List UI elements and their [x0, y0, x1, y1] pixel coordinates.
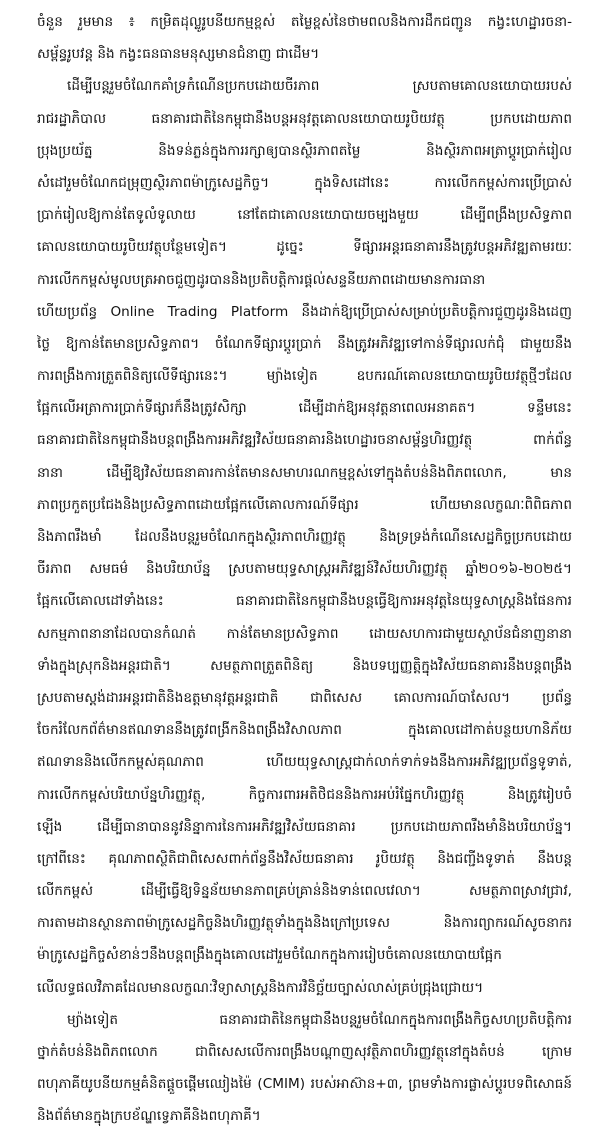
- text-line: ភាពប្រកួតប្រជែងនិងប្រសិទ្ធភាពដោយផ្អែកលើគោលការណ៍ទីផ្សារ ហើយមានលក្ខណៈពិពិធភាព: [37, 496, 572, 513]
- text-line: សំដៅរួមចំណែកជម្រុញស្ថិរភាពម៉ាក្រូសេដ្ឋកិច្ច។ ក្នុងទិសដៅនេះ ការលើកកម្ពស់ការប្រើប្រាស់: [37, 174, 572, 191]
- text-line: ចីរភាព សមធម៌ និងបរិយាប័ន្ន ស្របតាមយុទ្ធសាស្ត្រអភិវឌ្ឍន៍វិស័យហិរញ្ញវត្ថុ ឆ្នាំ២០១៦-២០២៥។: [37, 561, 572, 578]
- text-line: ហើយប្រព័ន្ធ Online Trading Platform នឹងដាក់ឱ្យប្រើប្រាស់សម្រាប់ប្រតិបត្តិការជួញដូរនិងដេញ: [37, 303, 572, 320]
- text-line: សម្ព័ន្ធរូបវន្ត និង កង្វះធនធានមនុស្សមានជំនាញ ជាដើម។: [37, 46, 320, 63]
- text-line: ស្របតាមស្តង់ដារអន្តរជាតិនិងឧត្តមានុវត្តអន្តរជាតិ ជាពិសេស គោលការណ៍បាសែល។ ប្រព័ន្ធ: [37, 689, 572, 706]
- text-line: ធនាគារជាតិនៃកម្ពុជានឹងបន្តពង្រឹងការអភិវឌ្ឍវិស័យធនាគារនិងហេដ្ឋារចនាសម្ព័ន្ធហិរញ្ញវត្ថុ ពាក់ព័ន្ធ: [37, 432, 572, 449]
- text-line: ម្យ៉ាងទៀត ធនាគារជាតិនៃកម្ពុជានឹងបន្តរួមចំណែកក្នុងការពង្រឹងកិច្ចសហប្រតិបត្តិការ: [67, 1011, 572, 1028]
- text-line: ការលើកកម្ពស់បរិយាប័ន្នហិរញ្ញវត្ថុ, កិច្ចការពារអតិថិជននិងការអប់រំផ្នែកហិរញ្ញវត្ថុ និងត្រូវរៀបចំ: [37, 786, 572, 803]
- text-line: និងភាពរឹងមាំ ដែលនឹងបន្តរួមចំណែកក្នុងស្ថិរភាពហិរញ្ញវត្ថុ និងទ្រទ្រង់កំណើនសេដ្ឋកិច្ចប្រកបដោយ: [37, 529, 572, 545]
- text-line: ពហុភាគីយូបនីយកម្មគំនិតផ្តួចផ្តើមឈៀងម៉ៃ (CMIM) របស់អាស៊ាន+៣, ព្រមទាំងការផ្លាស់ប្តូរបទពិសោធន៍: [37, 1076, 572, 1093]
- text-line: ដើម្បីបន្តរួមចំណែកគាំទ្រកំណើនប្រកបដោយចីរភាព ស្របតាមគោលនយោបាយរបស់: [67, 78, 572, 95]
- text-line: ប្រុងប្រយ័ត្ន និងទន់ភ្លន់ក្នុងការរក្សាឲ្យបានស្ថិរភាពតម្លៃ និងស្ថិរភាពអត្រាប្តូរប្រាក់រៀល: [37, 142, 572, 159]
- text-line: ឡើង ដើម្បីធានាបាននូវនិន្នាការនៃការអភិវឌ្ឍវិស័យធនាគារ ប្រកបដោយភាពរឹងមាំនិងបរិយាប័ន្ន។: [37, 818, 572, 835]
- text-line: រាជរដ្ឋាភិបាល ធនាគារជាតិនៃកម្ពុជានឹងបន្តអនុវត្តគោលនយោបាយរូបិយវត្ថុ ប្រកបដោយភាព: [37, 110, 572, 127]
- text-line: សកម្មភាពនានាដែលបានកំណត់ កាន់តែមានប្រសិទ្ធភាព ដោយសហការជាមួយស្ថាប័នជំនាញនានា: [37, 625, 572, 642]
- document-page: [37, 6, 572, 1133]
- text-line: ឥណទាននិងលើកកម្ពស់គុណភាព ហើយយុទ្ធសាស្ត្រជាក់លាក់ទាក់ទងនឹងការអភិវឌ្ឍប្រព័ន្ធទូទាត់,: [37, 754, 572, 771]
- text-line: ទាំងក្នុងស្រុកនិងអន្តរជាតិ។ សមត្ថភាពត្រួតពិនិត្យ និងបទប្បញ្ញត្តិក្នុងវិស័យធនាគារនឹងបន្តពង្រឹង: [37, 657, 572, 674]
- text-line: នានា ដើម្បីឱ្យវិស័យធនាគារកាន់តែមានសមាហរណកម្មខ្ពស់ទៅក្នុងតំបន់និងពិភពលោក, មាន: [37, 464, 572, 481]
- text-line: ការពង្រឹងការត្រួតពិនិត្យលើទីផ្សារនេះ។ ម្យ៉ាងទៀត ឧបករណ៍គោលនយោបាយរូបិយវត្ថុថ្មីៗដែល: [37, 368, 572, 385]
- text-line: ផ្អែកលើអត្រាការប្រាក់ទីផ្សារក៏នឹងត្រូវសិក្សា ដើម្បីដាក់ឱ្យអនុវត្តនាពេលអនាគត។ ទន្ទឹមនេះ: [37, 400, 572, 417]
- text-line: ប្រាក់រៀលឱ្យកាន់តែទូលំទូលាយ នៅតែជាគោលនយោបាយចម្បងមួយ ដើម្បីពង្រឹងប្រសិទ្ធភាព: [37, 207, 572, 224]
- text-line: ចែករំលែកព័ត៌មានឥណទាននឹងត្រូវពង្រីកនិងពង្រឹងវិសាលភាព ក្នុងគោលដៅកាត់បន្ថយហានិភ័យ: [37, 722, 572, 739]
- text-line: ការលើកកម្ពស់មូលបត្រអាចជួញដូរបាននិងប្រតិបត្តិការផ្តល់សន្ទនីយភាពដោយមានការធានា: [37, 271, 486, 288]
- text-line: លើកកម្ពស់ ដើម្បីធ្វើឱ្យទិន្នន័យមានភាពគ្រប់គ្រាន់និងទាន់ពេលវេលា។ សមត្ថភាពស្រាវជ្រាវ,: [37, 883, 572, 900]
- text-line: ចំនួន រួមមាន ៖ កម្រិតដុល្លូរូបនីយកម្មខ្ពស់ តម្លៃខ្ពស់នៃថាមពលនិងការដឹកជញ្ជូន កង្វះហេដ្ឋារចនា-: [37, 14, 572, 30]
- text-line: គោលនយោបាយរូបិយវត្ថុបន្ថែមទៀត។ ដូច្នេះ ទីផ្សារអន្តរធនាគារនឹងត្រូវបន្តអភិវឌ្ឍតាមរយៈ: [37, 239, 572, 256]
- text-line: ម៉ាក្រូសេដ្ឋកិច្ចសំខាន់ៗនឹងបន្តពង្រឹងក្នុងគោលដៅរួមចំណែកក្នុងការរៀបចំគោលនយោបាយផ្អែក: [37, 947, 502, 964]
- text-line: ថ្នាក់តំបន់និងពិភពលោក ជាពិសេសលើការពង្រឹងបណ្តាញសុវត្ថិភាពហិរញ្ញវត្ថុនៅក្នុងតំបន់ ក្រោម: [37, 1044, 572, 1060]
- text-line: លើលទ្ធផលវិភាគដែលមានលក្ខណៈវិទ្យាសាស្ត្រនិងការវិនិច្ឆ័យច្បាស់លាស់គ្រប់ជ្រុងជ្រោយ។: [37, 979, 484, 996]
- text-line: ថ្លៃ ឱ្យកាន់តែមានប្រសិទ្ធភាព។ ចំណែកទីផ្សារប្តូរប្រាក់ នឹងត្រូវអភិវឌ្ឍទៅកាន់ទីផ្សារលក់ជុំ ជាមួយនឹង: [37, 335, 572, 352]
- text-line: ការតាមដានស្ថានភាពម៉ាក្រូសេដ្ឋកិច្ចនិងហិរញ្ញវត្ថុទាំងក្នុងនិងក្រៅប្រទេស និងការព្យាករណ៍សូចនាករ: [37, 915, 572, 932]
- text-line: ផ្អែកលើគោលដៅទាំងនេះ ធនាគារជាតិនៃកម្ពុជានឹងបន្តធ្វើឱ្យការអនុវត្តនៃយុទ្ធសាស្ត្រនិងផែនការ: [37, 593, 572, 610]
- text-line: ក្រៅពីនេះ គុណភាពស្ថិតិជាពិសេសពាក់ព័ន្ធនឹងវិស័យធនាគារ រូបិយវត្ថុ និងជញ្ជីងទូទាត់ នឹងបន្ត: [37, 850, 572, 867]
- text-line: និងព័ត៌មានក្នុងក្របខ័ណ្ឌទ្វេភាគីនិងពហុភាគី។: [37, 1108, 261, 1125]
